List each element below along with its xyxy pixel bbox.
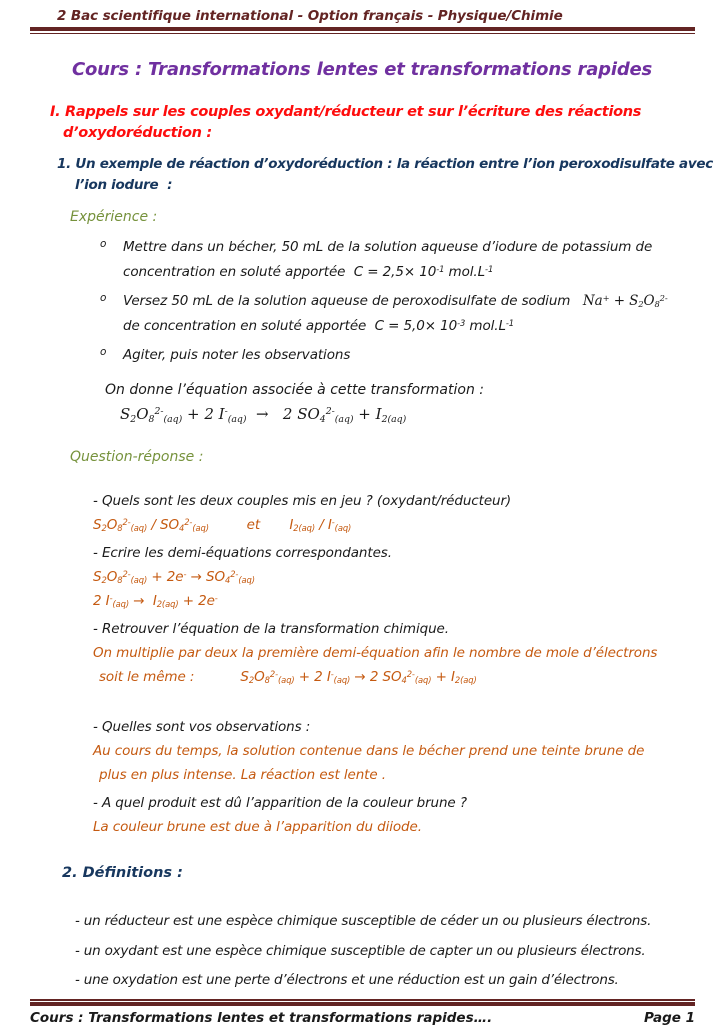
definitions-heading: 2. Définitions : (62, 865, 183, 881)
main-equation: $S_2O_8^{2-}_{(aq)} + 2$ $I^-_{(aq)} \to 2$ $SO_4^{2-}_{(aq)} + I_{2(aq)}$ (120, 405, 407, 425)
answer-demi-equation-2: 2 $I^-_{(aq)} \to I_{2(aq)} + 2e^-$ (93, 592, 218, 610)
page (0, 8, 724, 1032)
question-reponse-label: Question-réponse : (70, 449, 204, 465)
bullet-item (100, 289, 724, 339)
bullet-marker: o (100, 292, 107, 304)
definition-item: - un réducteur est une espèce chimique susceptible de céder un ou plusieurs électrons. (75, 913, 652, 929)
footer-border (30, 999, 695, 1006)
section-heading-line1: I. Rappels sur les couples oxydant/réducteur et sur l’écriture des réactions (50, 104, 642, 120)
bullet-list (100, 235, 724, 368)
question-couples: - Quels sont les deux couples mis en jeu ? (oxydant/réducteur) (93, 493, 512, 509)
bullet-item (100, 343, 724, 368)
top-border-thin-line (30, 33, 695, 35)
page-title: Cours : Transformations lentes et transformations rapides (71, 59, 653, 80)
answer-multiplication-line2: soit le même : $S_2O_8^{2-}_{(aq)} + 2$ $I^-_{(aq)} \to 2$ $SO_4^{2-}_{(aq)} + I_{2(aq)}$ (99, 668, 477, 686)
section-heading-rappels (50, 102, 724, 144)
bullet-line: de concentration en soluté apportée $C = 5,0\times 10^{-3}$ $mol.L^{-1}$ (123, 317, 515, 334)
answer-couleur-brune: La couleur brune est due à l’apparition du diiode. (93, 819, 422, 835)
bullet-marker: o (100, 346, 107, 358)
header-course-info: 2 Bac scientifique international - Option français - Physique/Chimie (57, 8, 563, 24)
question-couleur-brune: - A quel produit est dû l’apparition de la couleur brune ? (93, 795, 467, 811)
question-observations: - Quelles sont vos observations : (93, 719, 311, 735)
definition-item: - un oxydant est une espèce chimique susceptible de capter un ou plusieurs électrons. (75, 942, 646, 959)
definitions-list (75, 907, 724, 996)
bullet-text: Versez 50 mL de la solution aqueuse de peroxodisulfate de sodium (123, 293, 571, 309)
footer-page-number: Page 1 (643, 1010, 695, 1026)
top-border (30, 27, 695, 34)
answer-observations-line1: Au cours du temps, la solution contenue dans le bécher prend une teinte brune de (93, 743, 645, 759)
answer-demi-equation-1: $S_2O_8^{2-}_{(aq)} + 2e^- \to SO_4^{2-}_{(aq)}$ (93, 568, 255, 586)
subsection-heading-line2: l’ion iodure : (75, 177, 173, 193)
definition-item: - une oxydation est une perte d’électrons et une réduction est un gain d’électrons. (75, 972, 619, 988)
answer-couples: $S_2O_8^{2-}_{(aq)} / SO_4^{2-}_{(aq)}$ et $I_{2(aq)} / I^-_{(aq)}$ (93, 516, 352, 534)
answer-observations-line2: plus en plus intense. La réaction est lente . (99, 767, 386, 783)
bullet-item (100, 235, 724, 285)
subsection-heading-line1: 1. Un exemple de réaction d’oxydoréduction : la réaction entre l’ion peroxodisulfate avec (57, 156, 713, 172)
answer-multiplication-line1: On multiplie par deux la première demi-équation afin le nombre de mole d’électrons (93, 645, 658, 661)
sodium-peroxodisulfate-formula: $Na^+ + S_2O_8^{2-}$ (582, 292, 668, 310)
bullet-line: Mettre dans un bécher, 50 mL de la solution aqueuse d’iodure de potassium de (123, 239, 653, 255)
question-retrouver-equation: - Retrouver l’équation de la transformation chimique. (93, 621, 449, 637)
equation-intro: On donne l’équation associée à cette transformation : (105, 382, 484, 398)
page-footer (0, 999, 724, 1032)
footer-border-thick-line (30, 1002, 695, 1006)
bullet-marker: o (100, 238, 107, 250)
bullet-line (123, 289, 668, 314)
section-heading-line2: d’oxydoréduction : (63, 125, 212, 141)
question-demi-equations: - Ecrire les demi-équations correspondantes. (93, 545, 392, 561)
experience-label: Expérience : (70, 209, 158, 225)
bullet-line: concentration en soluté apportée $C = 2,5\times 10^{-1}$ $mol.L^{-1}$ (123, 263, 494, 280)
bullet-line: Agiter, puis noter les observations (123, 347, 351, 363)
subsection-heading-exemple (57, 154, 724, 196)
footer-title: Cours : Transformations lentes et transformations rapides…. (30, 1010, 493, 1026)
question-answer-block (93, 489, 724, 839)
